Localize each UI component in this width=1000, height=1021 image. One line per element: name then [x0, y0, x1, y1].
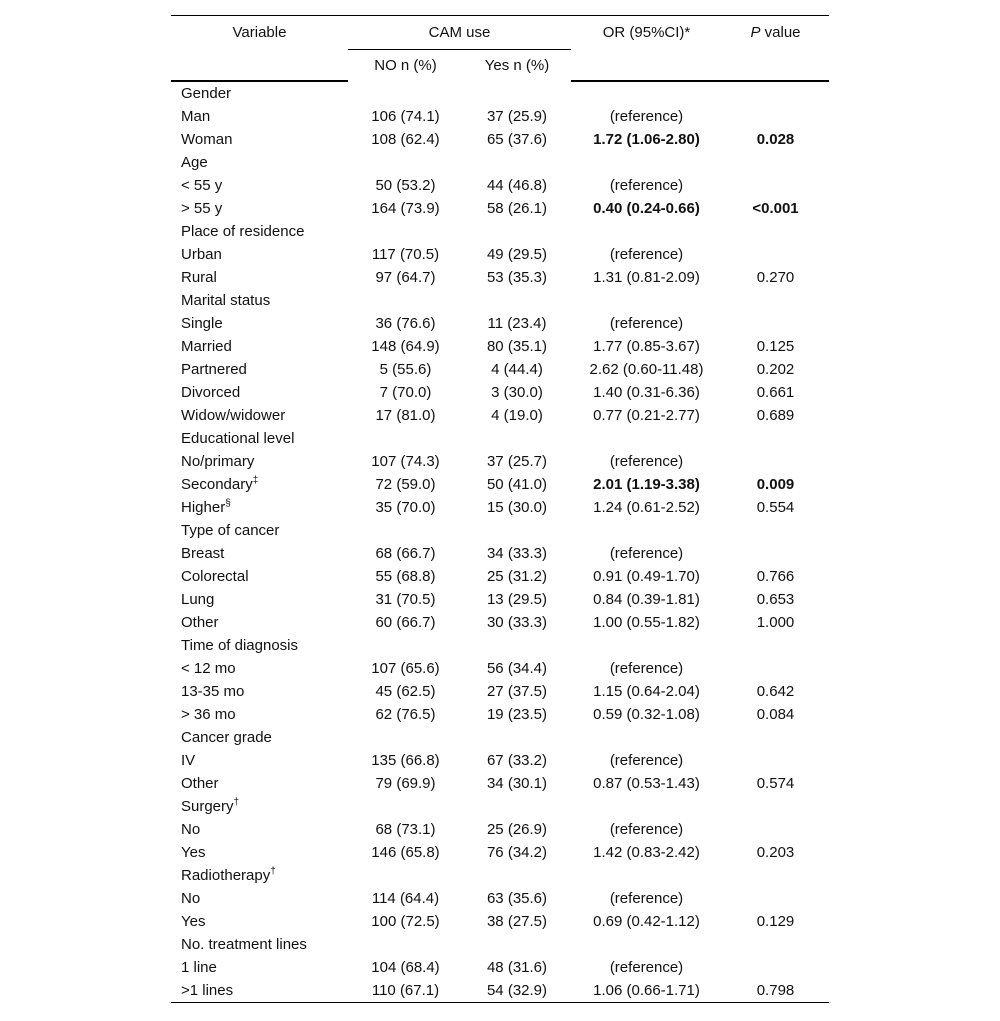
- row-no-value: 114 (64.4): [371, 889, 440, 907]
- row-yes-value: 19 (23.5): [486, 705, 548, 723]
- row-no-value: 17 (81.0): [375, 406, 436, 424]
- row-p-value: [722, 289, 829, 312]
- row-label-cell: [171, 542, 348, 565]
- table-group-row: [171, 933, 829, 956]
- row-no-value: 106 (74.1): [371, 107, 440, 125]
- row-label-cell: [171, 427, 348, 450]
- row-p-value: [722, 749, 829, 772]
- table-row: [171, 381, 829, 404]
- row-p-value: [722, 795, 829, 818]
- row-label: >1 lines: [181, 981, 234, 999]
- header-p-blank: [722, 50, 829, 81]
- table-row: [171, 818, 829, 841]
- row-yes-value: [463, 519, 571, 542]
- row-yes-value: 80 (35.1): [486, 337, 548, 355]
- row-label-cell: [171, 151, 348, 174]
- row-yes-value: 48 (31.6): [486, 958, 548, 976]
- row-label: Time of diagnosis: [181, 636, 298, 654]
- row-yes-value: 56 (34.4): [486, 659, 548, 677]
- row-no-value: 45 (62.5): [375, 682, 436, 700]
- row-yes-value: [463, 726, 571, 749]
- row-label-cell: [171, 243, 348, 266]
- row-label-cell: [171, 703, 348, 726]
- row-no-value: 7 (70.0): [379, 383, 432, 401]
- row-no-value: 107 (74.3): [371, 452, 440, 470]
- table-row: [171, 243, 829, 266]
- row-yes-value: [463, 427, 571, 450]
- row-or-value: 0.40 (0.24-0.66): [593, 199, 700, 217]
- row-label: Partnered: [181, 360, 247, 378]
- row-or-value: (reference): [609, 751, 684, 769]
- row-label-cell: [171, 105, 348, 128]
- row-or-value: (reference): [609, 820, 684, 838]
- row-or-value: [571, 289, 722, 312]
- table-group-row: [171, 519, 829, 542]
- header-or-blank: [571, 50, 722, 81]
- row-label-cell: [171, 381, 348, 404]
- row-yes-value: 38 (27.5): [486, 912, 548, 930]
- row-no-value: 164 (73.9): [371, 199, 440, 217]
- row-label-cell: [171, 404, 348, 427]
- row-no-value: [348, 151, 463, 174]
- table-row: [171, 450, 829, 473]
- row-or-value: (reference): [609, 452, 684, 470]
- row-yes-value: 65 (37.6): [486, 130, 548, 148]
- row-no-value: [348, 933, 463, 956]
- row-yes-value: 50 (41.0): [486, 475, 548, 493]
- row-or-value: 2.01 (1.19-3.38): [593, 475, 700, 493]
- row-p-value: [722, 956, 829, 979]
- row-p-value: 0.766: [756, 567, 795, 585]
- row-label: > 36 mo: [181, 705, 236, 723]
- row-no-value: 100 (72.5): [371, 912, 440, 930]
- header-no: NO n (%): [374, 56, 437, 74]
- row-no-value: [348, 289, 463, 312]
- row-label-cell: [171, 335, 348, 358]
- footnote-mark: ‡: [252, 474, 259, 486]
- table-group-row: [171, 427, 829, 450]
- row-or-value: [571, 151, 722, 174]
- row-label: < 55 y: [181, 176, 223, 194]
- row-label: No: [181, 889, 201, 907]
- table-group-row: [171, 864, 829, 887]
- table-row: [171, 657, 829, 680]
- row-label: Type of cancer: [181, 521, 280, 539]
- row-or-value: 1.77 (0.85-3.67): [593, 337, 700, 355]
- row-label: > 55 y: [181, 199, 223, 217]
- row-label: IV: [181, 751, 196, 769]
- table-row: [171, 703, 829, 726]
- row-no-value: 97 (64.7): [375, 268, 436, 286]
- row-p-value: [722, 427, 829, 450]
- row-p-value: [722, 864, 829, 887]
- table-row: [171, 680, 829, 703]
- row-no-value: 108 (62.4): [371, 130, 440, 148]
- row-label: Single: [181, 314, 223, 332]
- row-yes-value: 49 (29.5): [486, 245, 548, 263]
- row-p-value: 0.661: [756, 383, 795, 401]
- row-yes-value: 11 (23.4): [487, 314, 547, 332]
- row-label-cell: [171, 634, 348, 657]
- row-no-value: 104 (68.4): [371, 958, 440, 976]
- row-no-value: 31 (70.5): [375, 590, 436, 608]
- header-variable: Variable: [171, 16, 348, 50]
- row-or-value: [571, 726, 722, 749]
- row-label-cell: [171, 220, 348, 243]
- row-yes-value: [463, 81, 571, 105]
- row-label-cell: [171, 174, 348, 197]
- header-yes: Yes n (%): [484, 56, 550, 74]
- row-or-value: [571, 220, 722, 243]
- header-cam-use: CAM use: [348, 16, 571, 50]
- row-p-value: 0.129: [756, 912, 795, 930]
- row-p-value: [722, 450, 829, 473]
- table-group-row: [171, 151, 829, 174]
- row-label: Rural: [181, 268, 217, 286]
- row-p-value: 0.028: [756, 130, 795, 148]
- row-no-value: 110 (67.1): [348, 979, 463, 1003]
- row-yes-value: [463, 151, 571, 174]
- row-label: Lung: [181, 590, 215, 608]
- row-label-cell: [171, 726, 348, 749]
- row-or-value: [571, 427, 722, 450]
- table-row: [171, 772, 829, 795]
- row-label: Other: [181, 774, 219, 792]
- row-or-value: 1.06 (0.66-1.71): [571, 979, 722, 1003]
- row-no-value: [348, 795, 463, 818]
- row-or-value: (reference): [609, 544, 684, 562]
- row-label: Secondary: [181, 475, 253, 493]
- header-p-italic: P: [750, 24, 761, 42]
- table-group-row: [171, 220, 829, 243]
- row-label-cell: [171, 933, 348, 956]
- row-p-value: [722, 105, 829, 128]
- row-label: Woman: [181, 130, 233, 148]
- row-label-cell: [171, 772, 348, 795]
- row-yes-value: [463, 634, 571, 657]
- row-p-value: [722, 634, 829, 657]
- row-p-value: [722, 818, 829, 841]
- row-yes-value: 25 (31.2): [486, 567, 548, 585]
- row-label: Colorectal: [181, 567, 249, 585]
- row-p-value: [722, 174, 829, 197]
- row-p-value: [722, 542, 829, 565]
- row-yes-value: 4 (19.0): [491, 406, 543, 424]
- row-label: Yes: [181, 843, 206, 861]
- row-or-value: 1.31 (0.81-2.09): [593, 268, 700, 286]
- row-p-value: 0.554: [756, 498, 795, 516]
- row-label: 1 line: [181, 958, 217, 976]
- row-label-cell: [171, 81, 348, 105]
- row-p-value: 0.653: [756, 590, 795, 608]
- row-yes-value: 37 (25.7): [486, 452, 548, 470]
- row-label-cell: [171, 864, 348, 887]
- row-no-value: [348, 864, 463, 887]
- row-yes-value: 13 (29.5): [486, 590, 548, 608]
- row-label: Breast: [181, 544, 225, 562]
- row-no-value: 55 (68.8): [375, 567, 436, 585]
- table-row: [171, 197, 829, 220]
- row-no-value: 148 (64.9): [371, 337, 440, 355]
- row-label: No. treatment lines: [181, 935, 307, 953]
- header-variable-blank: [171, 50, 348, 81]
- row-yes-value: 30 (33.3): [486, 613, 548, 631]
- table-row: [171, 887, 829, 910]
- row-p-value: <0.001: [752, 199, 799, 217]
- row-yes-value: [463, 289, 571, 312]
- row-label-cell: [171, 749, 348, 772]
- row-no-value: 35 (70.0): [375, 498, 436, 516]
- row-or-value: 1.72 (1.06-2.80): [593, 130, 700, 148]
- table-header: [171, 16, 829, 81]
- row-label-cell: [171, 358, 348, 381]
- table-row: [171, 749, 829, 772]
- table-group-row: [171, 634, 829, 657]
- table-row: [171, 335, 829, 358]
- row-no-value: 79 (69.9): [375, 774, 436, 792]
- row-yes-value: 25 (26.9): [486, 820, 548, 838]
- row-yes-value: 3 (30.0): [491, 383, 543, 401]
- table-row: [171, 542, 829, 565]
- row-or-value: 0.91 (0.49-1.70): [593, 567, 700, 585]
- row-label-cell: [171, 841, 348, 864]
- row-yes-value: 15 (30.0): [486, 498, 548, 516]
- row-or-value: 0.77 (0.21-2.77): [593, 406, 700, 424]
- table-row: [171, 266, 829, 289]
- header-p-value: [722, 16, 829, 50]
- row-or-value: (reference): [609, 314, 684, 332]
- row-yes-value: [463, 795, 571, 818]
- row-label-cell: [171, 956, 348, 979]
- row-or-value: 1.42 (0.83-2.42): [593, 843, 700, 861]
- row-label-cell: [171, 818, 348, 841]
- row-label: Radiotherapy: [181, 866, 271, 884]
- row-label-cell: [171, 496, 348, 519]
- row-no-value: [348, 634, 463, 657]
- row-p-value: [722, 81, 829, 105]
- table-row: [171, 404, 829, 427]
- row-or-value: (reference): [609, 176, 684, 194]
- row-label-cell: [171, 795, 348, 818]
- row-yes-value: 34 (33.3): [486, 544, 548, 562]
- table-row: [171, 841, 829, 864]
- row-p-value: [722, 220, 829, 243]
- row-no-value: 117 (70.5): [371, 245, 440, 263]
- row-label: Place of residence: [181, 222, 305, 240]
- row-p-value: 0.798: [722, 979, 829, 1003]
- table-row: [171, 174, 829, 197]
- table-row: [171, 910, 829, 933]
- row-p-value: 0.202: [756, 360, 795, 378]
- row-no-value: 135 (66.8): [371, 751, 440, 769]
- table-group-row: [171, 81, 829, 105]
- row-label-cell: [171, 565, 348, 588]
- row-yes-value: [463, 864, 571, 887]
- row-label: Urban: [181, 245, 222, 263]
- row-yes-value: 44 (46.8): [486, 176, 548, 194]
- row-no-value: 107 (65.6): [371, 659, 440, 677]
- row-or-value: (reference): [609, 958, 684, 976]
- row-label: Widow/widower: [181, 406, 286, 424]
- row-no-value: 146 (65.8): [371, 843, 440, 861]
- row-or-value: [571, 864, 722, 887]
- row-p-value: 0.009: [756, 475, 795, 493]
- row-yes-value: 67 (33.2): [486, 751, 548, 769]
- row-yes-value: 53 (35.3): [486, 268, 548, 286]
- row-or-value: [571, 795, 722, 818]
- row-or-value: 1.15 (0.64-2.04): [593, 682, 700, 700]
- row-p-value: 0.689: [756, 406, 795, 424]
- row-p-value: [722, 312, 829, 335]
- row-label: Marital status: [181, 291, 271, 309]
- row-label: 13-35 mo: [181, 682, 245, 700]
- table-row: [171, 312, 829, 335]
- row-p-value: [722, 887, 829, 910]
- row-yes-value: [463, 933, 571, 956]
- row-label: No/primary: [181, 452, 255, 470]
- table-row: [171, 588, 829, 611]
- table-row: [171, 473, 829, 496]
- table-group-row: [171, 795, 829, 818]
- row-no-value: 36 (76.6): [375, 314, 436, 332]
- row-label: Other: [181, 613, 219, 631]
- row-label-cell: [171, 657, 348, 680]
- row-p-value: 0.203: [756, 843, 795, 861]
- row-label: Higher: [181, 498, 226, 516]
- row-no-value: 68 (66.7): [375, 544, 436, 562]
- footnote-mark: †: [270, 865, 276, 877]
- row-yes-value: [463, 220, 571, 243]
- row-no-value: 50 (53.2): [375, 176, 436, 194]
- row-or-value: 1.40 (0.31-6.36): [593, 383, 700, 401]
- row-or-value: 0.69 (0.42-1.12): [593, 912, 700, 930]
- row-p-value: 0.270: [756, 268, 795, 286]
- row-no-value: [348, 81, 463, 105]
- row-label: Age: [181, 153, 208, 171]
- row-yes-value: 76 (34.2): [486, 843, 548, 861]
- row-yes-value: 58 (26.1): [486, 199, 548, 217]
- row-label: No: [181, 820, 201, 838]
- header-or: OR (95%CI)*: [571, 16, 722, 50]
- row-p-value: [722, 726, 829, 749]
- row-label-cell: [171, 289, 348, 312]
- row-yes-value: 34 (30.1): [486, 774, 548, 792]
- row-yes-value: 54 (32.9): [463, 979, 571, 1003]
- row-yes-value: 4 (44.4): [491, 360, 543, 378]
- row-label-cell: [171, 519, 348, 542]
- table-row: [171, 105, 829, 128]
- row-no-value: [348, 726, 463, 749]
- row-no-value: 5 (55.6): [379, 360, 432, 378]
- table-row: [171, 565, 829, 588]
- row-label: Married: [181, 337, 232, 355]
- header-p-rest: value: [760, 24, 801, 42]
- row-label: Educational level: [181, 429, 295, 447]
- row-or-value: 1.00 (0.55-1.82): [593, 613, 700, 631]
- row-p-value: 0.125: [756, 337, 795, 355]
- row-no-value: 60 (66.7): [375, 613, 436, 631]
- row-or-value: (reference): [609, 889, 684, 907]
- row-p-value: [722, 519, 829, 542]
- row-or-value: [571, 519, 722, 542]
- row-p-value: [722, 657, 829, 680]
- row-label: Gender: [181, 84, 232, 102]
- row-or-value: 0.84 (0.39-1.81): [593, 590, 700, 608]
- cam-use-table: [171, 15, 829, 1003]
- row-or-value: 0.87 (0.53-1.43): [593, 774, 700, 792]
- row-label-cell: [171, 197, 348, 220]
- row-label-cell: [171, 266, 348, 289]
- footnote-mark: §: [225, 497, 231, 509]
- row-no-value: 62 (76.5): [375, 705, 436, 723]
- table-group-row: [171, 726, 829, 749]
- row-label-cell: [171, 611, 348, 634]
- row-p-value: 1.000: [756, 613, 795, 631]
- row-label: Cancer grade: [181, 728, 272, 746]
- row-or-value: [571, 933, 722, 956]
- table-row: [171, 128, 829, 151]
- table-body: [171, 81, 829, 1003]
- table-row: [171, 611, 829, 634]
- row-label: < 12 mo: [181, 659, 236, 677]
- row-p-value: 0.574: [756, 774, 795, 792]
- table-row: [171, 956, 829, 979]
- row-label: Surgery: [181, 797, 234, 815]
- row-label-cell: [171, 473, 348, 496]
- row-p-value: 0.084: [756, 705, 795, 723]
- footnote-mark: †: [233, 796, 240, 808]
- table-group-row: [171, 289, 829, 312]
- row-label-cell: [171, 450, 348, 473]
- row-label-cell: [171, 128, 348, 151]
- table-row: [171, 496, 829, 519]
- table-container: [171, 15, 829, 1003]
- row-p-value: [722, 151, 829, 174]
- row-label-cell: [171, 680, 348, 703]
- row-yes-value: 27 (37.5): [486, 682, 548, 700]
- row-p-value: [722, 243, 829, 266]
- row-yes-value: 37 (25.9): [486, 107, 548, 125]
- row-p-value: 0.642: [756, 682, 795, 700]
- table-row: [171, 358, 829, 381]
- table-row: [171, 979, 829, 1003]
- row-label: Yes: [181, 912, 206, 930]
- row-label-cell: [171, 312, 348, 335]
- row-label: Man: [181, 107, 211, 125]
- row-or-value: [571, 81, 722, 105]
- row-no-value: 68 (73.1): [375, 820, 436, 838]
- row-label-cell: [171, 910, 348, 933]
- row-no-value: 72 (59.0): [375, 475, 436, 493]
- row-yes-value: 63 (35.6): [486, 889, 548, 907]
- row-no-value: [348, 519, 463, 542]
- row-or-value: [571, 634, 722, 657]
- row-or-value: (reference): [609, 107, 684, 125]
- row-or-value: 2.62 (0.60-11.48): [589, 360, 704, 378]
- row-no-value: [348, 220, 463, 243]
- row-no-value: [348, 427, 463, 450]
- row-label-cell: [171, 887, 348, 910]
- row-label-cell: [171, 979, 348, 1003]
- row-or-value: 1.24 (0.61-2.52): [593, 498, 700, 516]
- row-or-value: (reference): [609, 659, 684, 677]
- row-or-value: (reference): [609, 245, 684, 263]
- row-label-cell: [171, 588, 348, 611]
- row-label: Divorced: [181, 383, 241, 401]
- row-p-value: [722, 933, 829, 956]
- row-or-value: 0.59 (0.32-1.08): [593, 705, 700, 723]
